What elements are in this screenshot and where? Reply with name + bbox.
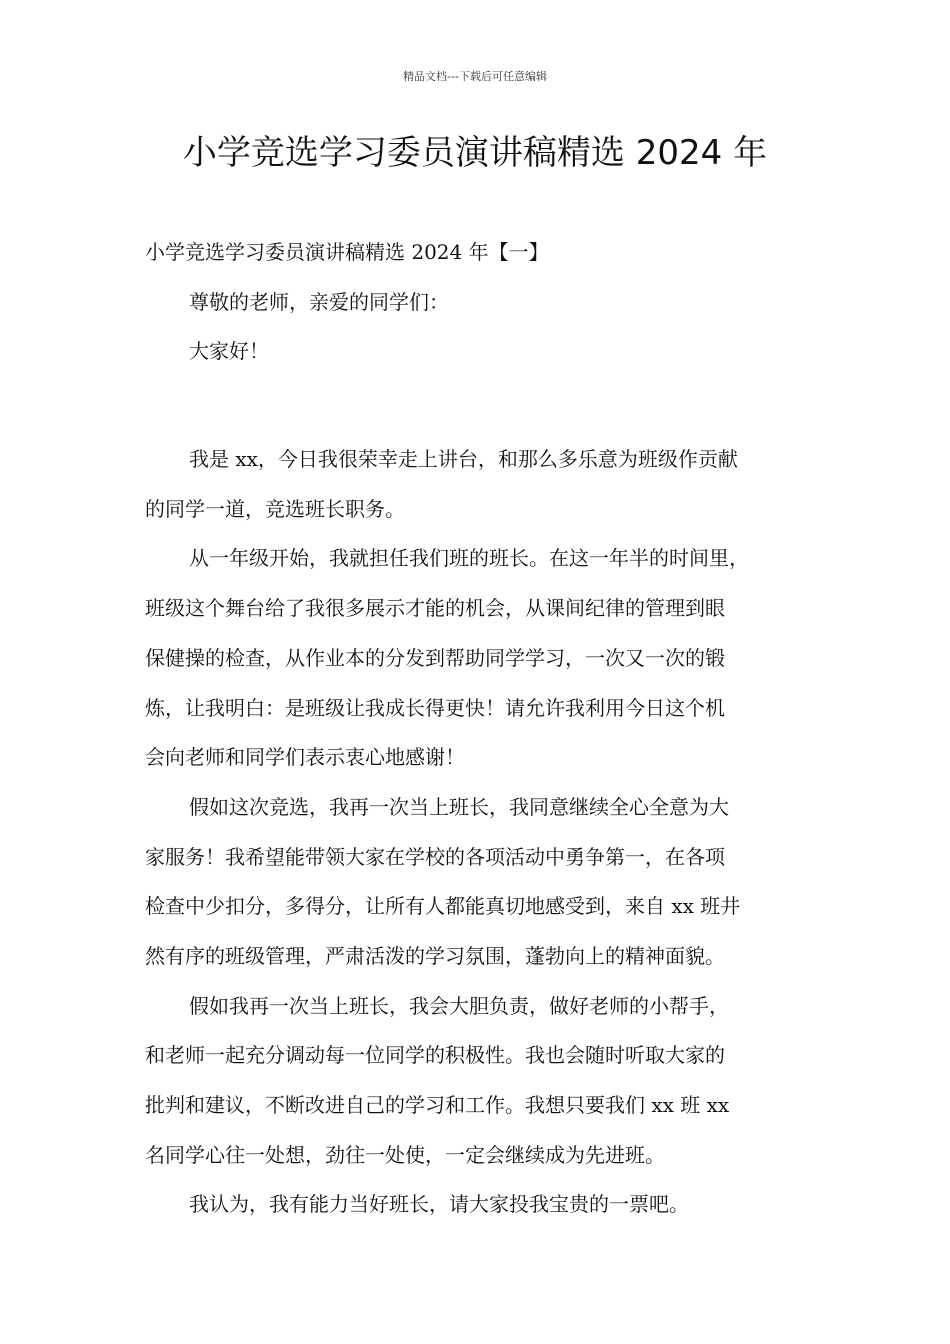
paragraph-1: [145, 435, 810, 534]
document-body: [145, 228, 810, 1230]
hello-line: 大家好！: [189, 339, 269, 364]
paragraph-line: 炼，让我明白：是班级让我成长得更快！请允许我利用今日这个机: [145, 695, 725, 720]
section-heading: 小学竞选学习委员演讲稿精选 2024 年【一】: [145, 240, 549, 264]
paragraph-line: 从一年级开始，我就担任我们班的班长。在这一年半的时间里，: [189, 546, 749, 571]
paragraph-5: [145, 1180, 810, 1230]
paragraph-line: 检查中少扣分，多得分，让所有人都能真切地感受到，来自 xx 班井: [145, 894, 741, 919]
paragraph-line: 家服务！我希望能带领大家在学校的各项活动中勇争第一，在各项: [145, 844, 725, 869]
paragraph-line: 假如这次竞选，我再一次当上班长，我同意继续全心全意为大: [189, 794, 729, 819]
document-title: 小学竞选学习委员演讲稿精选 2024 年: [182, 133, 768, 173]
paragraph-2: [145, 534, 810, 782]
paragraph-line: 班级这个舞台给了我很多展示才能的机会，从课间纪律的管理到眼: [145, 596, 725, 621]
paragraph-gap: [145, 377, 810, 435]
paragraph-line: 和老师一起充分调动每一位同学的积极性。我也会随时听取大家的: [145, 1043, 725, 1068]
paragraph-line: 批判和建议，不断改进自己的学习和工作。我想只要我们 xx 班 xx: [145, 1093, 730, 1117]
paragraph-line: 我认为，我有能力当好班长，请大家投我宝贵的一票吧。: [189, 1192, 689, 1217]
paragraph-line: 假如我再一次当上班长，我会大胆负责，做好老师的小帮手，: [189, 993, 729, 1018]
paragraph-line: 然有序的班级管理，严肃活泼的学习氛围，蓬勃向上的精神面貌。: [145, 943, 725, 968]
paragraph-4: [145, 982, 810, 1181]
paragraph-line: 我是 xx，今日我很荣幸走上讲台，和那么多乐意为班级作贡献: [189, 447, 738, 472]
paragraph-3: [145, 783, 810, 982]
greeting-line: 尊敬的老师，亲爱的同学们：: [189, 289, 449, 314]
paragraph-line: 保健操的检查，从作业本的分发到帮助同学学习，一次又一次的锻: [145, 645, 725, 670]
paragraph-line: 的同学一道，竞选班长职务。: [145, 496, 405, 521]
paragraph-line: 会向老师和同学们表示衷心地感谢！: [145, 745, 465, 770]
header-note: 精品文档---下载后可任意编辑: [403, 70, 547, 83]
paragraph-line: 名同学心往一处想，劲往一处使，一定会继续成为先进班。: [145, 1142, 665, 1167]
